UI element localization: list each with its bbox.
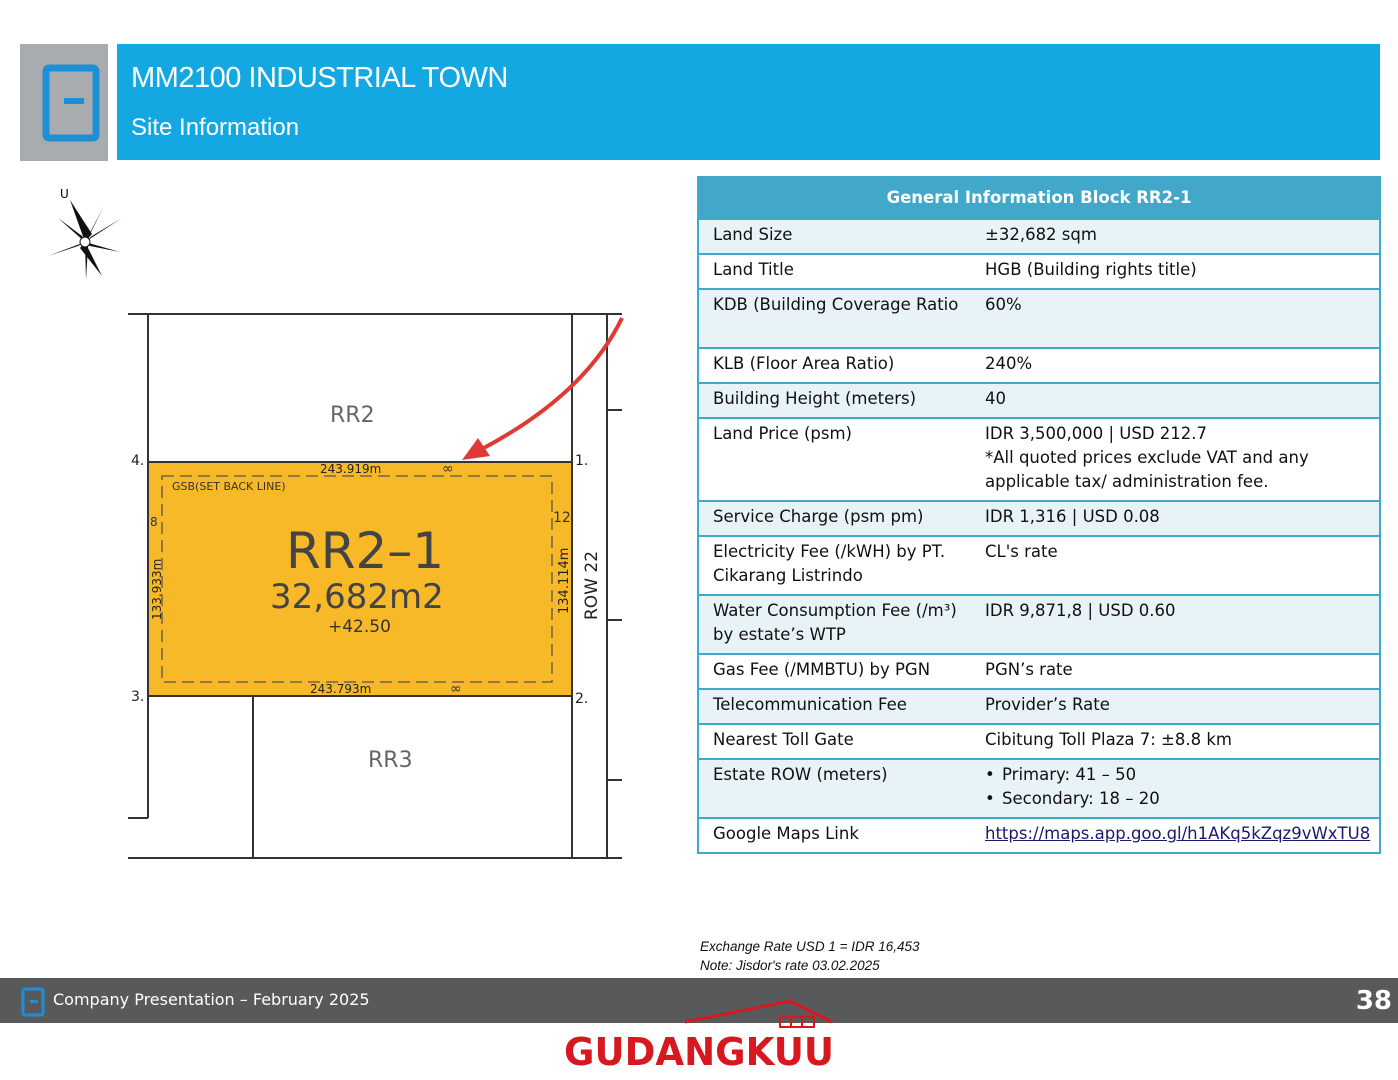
row-label: Water Consumption Fee (/m³) by estate’s WTP xyxy=(698,595,977,654)
row-label: Telecommunication Fee xyxy=(698,689,977,724)
setback-label: GSB(SET BACK LINE) xyxy=(172,480,286,493)
row-label: Google Maps Link xyxy=(698,818,977,853)
site-plan xyxy=(40,180,640,880)
row-label: Land Size xyxy=(698,219,977,254)
block-rr3-label: RR3 xyxy=(368,748,413,773)
row-value: PGN’s rate xyxy=(977,654,1380,689)
footer-text: Company Presentation – February 2025 xyxy=(53,990,370,1009)
rate-source: Note: Jisdor's rate 03.02.2025 xyxy=(700,958,880,973)
logo-icon xyxy=(20,44,108,161)
compass-icon xyxy=(48,187,122,280)
row-value: 40 xyxy=(977,383,1380,418)
row-value: IDR 3,500,000 | USD 212.7 xyxy=(985,424,1208,443)
general-info-table xyxy=(697,176,1381,854)
table-row xyxy=(698,219,1380,254)
block-rr2-label: RR2 xyxy=(330,403,375,428)
row-value: Provider’s Rate xyxy=(977,689,1380,724)
row-value: IDR 1,316 | USD 0.08 xyxy=(977,501,1380,536)
bottom-length-label: 243.793m xyxy=(310,682,372,696)
table-row xyxy=(698,654,1380,689)
page-number: 38 xyxy=(1355,986,1392,1016)
right-length-label: 134.114m xyxy=(557,547,572,614)
table-row xyxy=(698,383,1380,418)
row-label: Gas Fee (/MMBTU) by PGN xyxy=(698,654,977,689)
list-item: • Secondary: 18 – 20 xyxy=(985,787,1371,811)
setback-left-label: 8 xyxy=(150,515,158,529)
price-note: *All quoted prices exclude VAT and any applicable tax/ administration fee. xyxy=(985,448,1309,491)
row-label: Land Price (psm) xyxy=(698,418,977,501)
table-row xyxy=(698,759,1380,818)
footer-logo-icon xyxy=(20,987,46,1017)
row-label: KLB (Floor Area Ratio) xyxy=(698,348,977,383)
row-value: 240% xyxy=(977,348,1380,383)
corner-1: 1. xyxy=(575,453,589,469)
row-label: Electricity Fee (/kWH) by PT. Cikarang Listrindo xyxy=(698,536,977,595)
left-length-label: 133.933m xyxy=(150,558,164,620)
table-row xyxy=(698,724,1380,759)
table-row xyxy=(698,501,1380,536)
table-row xyxy=(698,595,1380,654)
row-label: Land Title xyxy=(698,254,977,289)
table-header: General Information Block RR2-1 xyxy=(698,176,1380,219)
corner-3: 3. xyxy=(131,689,145,705)
plot-area: 32,682m2 xyxy=(270,577,444,617)
company-logo xyxy=(20,44,108,161)
plot-elevation: +42.50 xyxy=(328,617,391,637)
setback-bottom-label: ∞ xyxy=(450,681,462,697)
gudangkuu-watermark xyxy=(560,995,840,1075)
corner-2: 2. xyxy=(575,691,589,707)
row-value: IDR 9,871,8 | USD 0.60 xyxy=(977,595,1380,654)
table-row xyxy=(698,818,1380,853)
table-row xyxy=(698,418,1380,501)
table-row xyxy=(698,289,1380,348)
north-label: U xyxy=(60,187,69,201)
table-row xyxy=(698,689,1380,724)
row-label: Estate ROW (meters) xyxy=(698,759,977,818)
location-arrow-icon xyxy=(462,318,622,460)
table-row xyxy=(698,348,1380,383)
row-label: Service Charge (psm pm) xyxy=(698,501,977,536)
header-band xyxy=(117,44,1380,160)
row-label: KDB (Building Coverage Ratio xyxy=(698,289,977,348)
plot-name: RR2–1 xyxy=(286,522,445,580)
warehouse-roof-icon xyxy=(685,1001,832,1027)
row-value: CL's rate xyxy=(977,536,1380,595)
row-value: 60% xyxy=(977,289,1380,348)
exchange-rate: Exchange Rate USD 1 = IDR 16,453 xyxy=(700,939,920,954)
exchange-note xyxy=(700,937,920,975)
row-label: Nearest Toll Gate xyxy=(698,724,977,759)
corner-4: 4. xyxy=(131,453,145,469)
road-label: ROW 22 xyxy=(582,550,602,620)
setback-top-label: ∞ xyxy=(442,461,454,477)
page-subtitle: Site Information xyxy=(131,114,300,141)
row-value: ±32,682 sqm xyxy=(977,219,1380,254)
watermark-brand: GUDANGKUU xyxy=(564,1030,834,1074)
setback-right-label: 12 xyxy=(553,510,571,526)
page-title: MM2100 INDUSTRIAL TOWN xyxy=(131,62,508,94)
table-row xyxy=(698,536,1380,595)
row-bullet-list xyxy=(985,763,1371,811)
table-row xyxy=(698,254,1380,289)
row-value: HGB (Building rights title) xyxy=(977,254,1380,289)
top-length-label: 243.919m xyxy=(320,462,382,476)
row-label: Building Height (meters) xyxy=(698,383,977,418)
list-item: • Primary: 41 – 50 xyxy=(985,763,1371,787)
row-value: Cibitung Toll Plaza 7: ±8.8 km xyxy=(977,724,1380,759)
google-maps-link[interactable]: https://maps.app.goo.gl/h1AKq5kZqz9vWxTU8 xyxy=(985,824,1371,843)
